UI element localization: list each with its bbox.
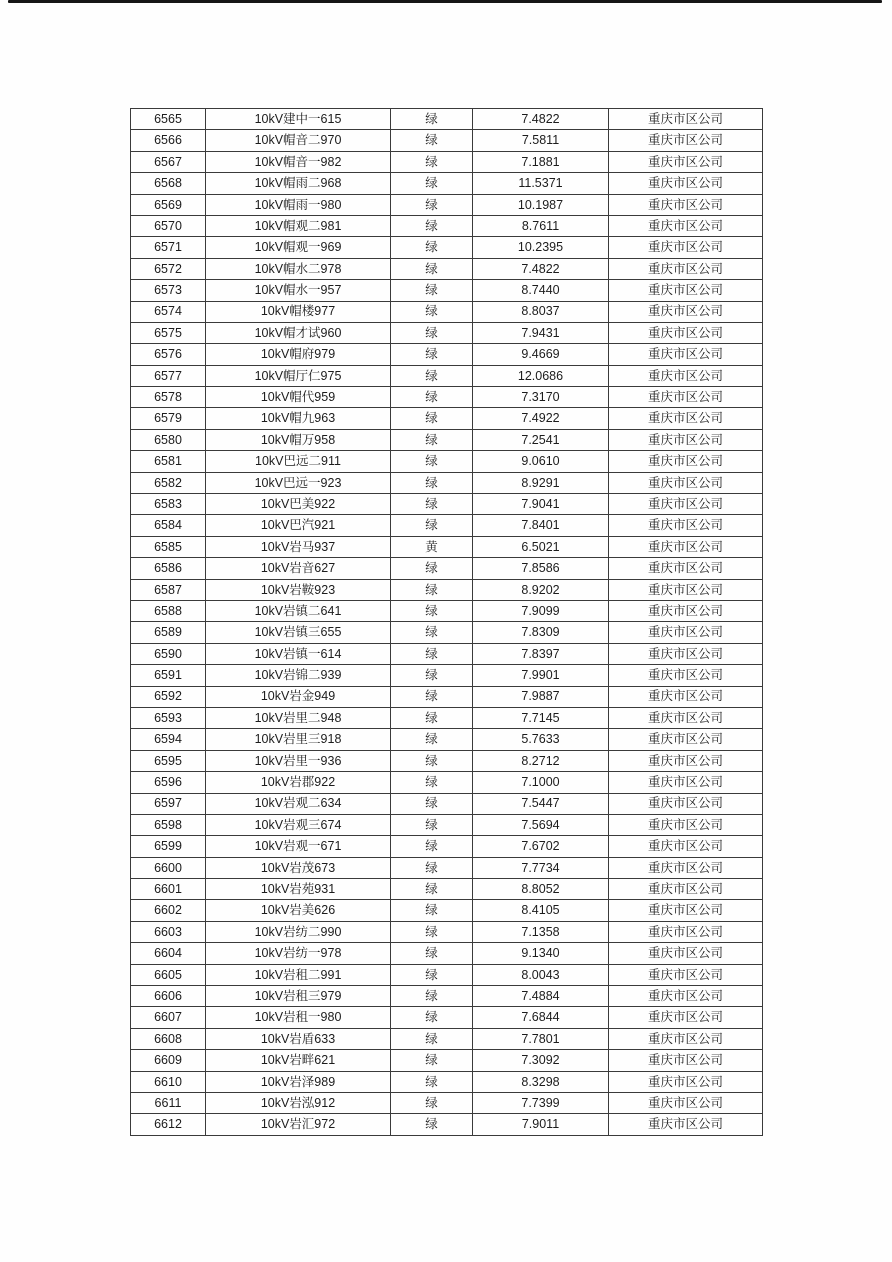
cell-value: 8.9202 xyxy=(473,579,609,600)
cell-status: 绿 xyxy=(391,387,473,408)
cell-value: 8.4105 xyxy=(473,900,609,921)
cell-serial: 6582 xyxy=(131,472,206,493)
cell-company: 重庆市区公司 xyxy=(609,750,763,771)
cell-company: 重庆市区公司 xyxy=(609,1050,763,1071)
cell-feeder-name: 10kV岩里二948 xyxy=(206,707,391,728)
cell-value: 7.1000 xyxy=(473,772,609,793)
cell-serial: 6607 xyxy=(131,1007,206,1028)
table-row xyxy=(131,1028,763,1049)
cell-serial: 6606 xyxy=(131,986,206,1007)
cell-feeder-name: 10kV帽才试960 xyxy=(206,322,391,343)
cell-company: 重庆市区公司 xyxy=(609,900,763,921)
cell-value: 7.5694 xyxy=(473,814,609,835)
cell-company: 重庆市区公司 xyxy=(609,194,763,215)
cell-feeder-name: 10kV岩镇二641 xyxy=(206,600,391,621)
cell-company: 重庆市区公司 xyxy=(609,1114,763,1135)
cell-value: 7.5447 xyxy=(473,793,609,814)
table-row xyxy=(131,515,763,536)
table-row xyxy=(131,665,763,686)
cell-serial: 6567 xyxy=(131,151,206,172)
cell-serial: 6572 xyxy=(131,258,206,279)
table-row xyxy=(131,237,763,258)
cell-feeder-name: 10kV巴汽921 xyxy=(206,515,391,536)
table-row xyxy=(131,472,763,493)
cell-company: 重庆市区公司 xyxy=(609,515,763,536)
cell-value: 10.2395 xyxy=(473,237,609,258)
cell-serial: 6588 xyxy=(131,600,206,621)
table-row xyxy=(131,344,763,365)
table-row xyxy=(131,215,763,236)
table-row xyxy=(131,151,763,172)
table-row xyxy=(131,964,763,985)
cell-status: 绿 xyxy=(391,729,473,750)
cell-status: 绿 xyxy=(391,964,473,985)
cell-value: 12.0686 xyxy=(473,365,609,386)
cell-value: 7.4884 xyxy=(473,986,609,1007)
table-row xyxy=(131,1071,763,1092)
cell-value: 7.9041 xyxy=(473,494,609,515)
table-row xyxy=(131,558,763,579)
cell-value: 8.7611 xyxy=(473,215,609,236)
cell-company: 重庆市区公司 xyxy=(609,451,763,472)
cell-serial: 6571 xyxy=(131,237,206,258)
cell-company: 重庆市区公司 xyxy=(609,151,763,172)
cell-value: 7.4822 xyxy=(473,258,609,279)
table-row xyxy=(131,836,763,857)
cell-company: 重庆市区公司 xyxy=(609,579,763,600)
cell-company: 重庆市区公司 xyxy=(609,943,763,964)
cell-value: 8.2712 xyxy=(473,750,609,771)
cell-value: 7.8586 xyxy=(473,558,609,579)
cell-serial: 6605 xyxy=(131,964,206,985)
cell-value: 7.6844 xyxy=(473,1007,609,1028)
cell-feeder-name: 10kV建中一615 xyxy=(206,109,391,130)
cell-status: 绿 xyxy=(391,451,473,472)
cell-value: 7.7734 xyxy=(473,857,609,878)
cell-feeder-name: 10kV帽楼977 xyxy=(206,301,391,322)
cell-feeder-name: 10kV岩锦二939 xyxy=(206,665,391,686)
cell-value: 7.2541 xyxy=(473,429,609,450)
cell-serial: 6587 xyxy=(131,579,206,600)
cell-serial: 6589 xyxy=(131,622,206,643)
cell-value: 7.4822 xyxy=(473,109,609,130)
feeder-status-table xyxy=(130,108,763,1136)
cell-serial: 6569 xyxy=(131,194,206,215)
cell-company: 重庆市区公司 xyxy=(609,258,763,279)
cell-serial: 6596 xyxy=(131,772,206,793)
table-row xyxy=(131,322,763,343)
cell-status: 绿 xyxy=(391,215,473,236)
cell-serial: 6610 xyxy=(131,1071,206,1092)
cell-company: 重庆市区公司 xyxy=(609,109,763,130)
cell-company: 重庆市区公司 xyxy=(609,643,763,664)
cell-company: 重庆市区公司 xyxy=(609,215,763,236)
cell-company: 重庆市区公司 xyxy=(609,772,763,793)
cell-serial: 6578 xyxy=(131,387,206,408)
cell-feeder-name: 10kV岩泽989 xyxy=(206,1071,391,1092)
table-row xyxy=(131,986,763,1007)
cell-feeder-name: 10kV帽音一982 xyxy=(206,151,391,172)
cell-status: 绿 xyxy=(391,643,473,664)
cell-company: 重庆市区公司 xyxy=(609,472,763,493)
table-row xyxy=(131,408,763,429)
cell-serial: 6583 xyxy=(131,494,206,515)
cell-company: 重庆市区公司 xyxy=(609,558,763,579)
table-row xyxy=(131,900,763,921)
cell-value: 11.5371 xyxy=(473,173,609,194)
cell-company: 重庆市区公司 xyxy=(609,429,763,450)
table-row xyxy=(131,921,763,942)
cell-value: 7.5811 xyxy=(473,130,609,151)
cell-value: 7.4922 xyxy=(473,408,609,429)
cell-status: 绿 xyxy=(391,130,473,151)
table-row xyxy=(131,258,763,279)
cell-status: 绿 xyxy=(391,194,473,215)
cell-feeder-name: 10kV岩茂673 xyxy=(206,857,391,878)
table-row xyxy=(131,536,763,557)
scan-artifact-line xyxy=(8,0,882,3)
cell-feeder-name: 10kV岩马937 xyxy=(206,536,391,557)
cell-feeder-name: 10kV岩郡922 xyxy=(206,772,391,793)
cell-status: 绿 xyxy=(391,900,473,921)
table-row xyxy=(131,729,763,750)
cell-status: 绿 xyxy=(391,986,473,1007)
cell-serial: 6568 xyxy=(131,173,206,194)
cell-feeder-name: 10kV帽府979 xyxy=(206,344,391,365)
table-row xyxy=(131,579,763,600)
cell-feeder-name: 10kV帽观二981 xyxy=(206,215,391,236)
cell-feeder-name: 10kV帽厅仁975 xyxy=(206,365,391,386)
cell-company: 重庆市区公司 xyxy=(609,408,763,429)
cell-feeder-name: 10kV岩里三918 xyxy=(206,729,391,750)
table-row xyxy=(131,857,763,878)
cell-value: 8.8037 xyxy=(473,301,609,322)
cell-feeder-name: 10kV岩观三674 xyxy=(206,814,391,835)
cell-feeder-name: 10kV帽水一957 xyxy=(206,280,391,301)
cell-status: 绿 xyxy=(391,322,473,343)
cell-company: 重庆市区公司 xyxy=(609,1092,763,1113)
cell-feeder-name: 10kV岩观二634 xyxy=(206,793,391,814)
cell-status: 绿 xyxy=(391,622,473,643)
cell-value: 7.9887 xyxy=(473,686,609,707)
table-row xyxy=(131,1050,763,1071)
cell-status: 绿 xyxy=(391,301,473,322)
cell-serial: 6591 xyxy=(131,665,206,686)
cell-feeder-name: 10kV岩租一980 xyxy=(206,1007,391,1028)
cell-value: 7.9011 xyxy=(473,1114,609,1135)
cell-company: 重庆市区公司 xyxy=(609,130,763,151)
cell-feeder-name: 10kV岩租三979 xyxy=(206,986,391,1007)
cell-value: 7.9431 xyxy=(473,322,609,343)
cell-status: 绿 xyxy=(391,344,473,365)
cell-status: 黄 xyxy=(391,536,473,557)
cell-serial: 6575 xyxy=(131,322,206,343)
cell-serial: 6579 xyxy=(131,408,206,429)
cell-serial: 6570 xyxy=(131,215,206,236)
cell-company: 重庆市区公司 xyxy=(609,1007,763,1028)
cell-value: 9.4669 xyxy=(473,344,609,365)
table-row xyxy=(131,109,763,130)
cell-company: 重庆市区公司 xyxy=(609,793,763,814)
cell-company: 重庆市区公司 xyxy=(609,986,763,1007)
cell-status: 绿 xyxy=(391,1007,473,1028)
cell-value: 7.3092 xyxy=(473,1050,609,1071)
cell-company: 重庆市区公司 xyxy=(609,707,763,728)
cell-company: 重庆市区公司 xyxy=(609,494,763,515)
cell-value: 7.8309 xyxy=(473,622,609,643)
cell-status: 绿 xyxy=(391,943,473,964)
cell-serial: 6585 xyxy=(131,536,206,557)
cell-company: 重庆市区公司 xyxy=(609,686,763,707)
cell-status: 绿 xyxy=(391,772,473,793)
table-row xyxy=(131,130,763,151)
cell-status: 绿 xyxy=(391,665,473,686)
cell-feeder-name: 10kV巴美922 xyxy=(206,494,391,515)
cell-status: 绿 xyxy=(391,579,473,600)
cell-value: 7.8397 xyxy=(473,643,609,664)
cell-value: 8.7440 xyxy=(473,280,609,301)
cell-serial: 6594 xyxy=(131,729,206,750)
cell-value: 5.7633 xyxy=(473,729,609,750)
cell-value: 9.0610 xyxy=(473,451,609,472)
cell-serial: 6581 xyxy=(131,451,206,472)
cell-status: 绿 xyxy=(391,600,473,621)
cell-value: 10.1987 xyxy=(473,194,609,215)
cell-status: 绿 xyxy=(391,515,473,536)
cell-company: 重庆市区公司 xyxy=(609,365,763,386)
table-row xyxy=(131,600,763,621)
cell-serial: 6600 xyxy=(131,857,206,878)
cell-status: 绿 xyxy=(391,686,473,707)
cell-feeder-name: 10kV巴远二911 xyxy=(206,451,391,472)
cell-feeder-name: 10kV岩纺一978 xyxy=(206,943,391,964)
cell-serial: 6592 xyxy=(131,686,206,707)
cell-serial: 6573 xyxy=(131,280,206,301)
table-row xyxy=(131,301,763,322)
cell-status: 绿 xyxy=(391,365,473,386)
cell-status: 绿 xyxy=(391,237,473,258)
table-row xyxy=(131,494,763,515)
table-row xyxy=(131,1092,763,1113)
cell-company: 重庆市区公司 xyxy=(609,1071,763,1092)
cell-company: 重庆市区公司 xyxy=(609,964,763,985)
cell-company: 重庆市区公司 xyxy=(609,322,763,343)
cell-feeder-name: 10kV帽雨一980 xyxy=(206,194,391,215)
cell-status: 绿 xyxy=(391,1071,473,1092)
cell-serial: 6590 xyxy=(131,643,206,664)
cell-serial: 6566 xyxy=(131,130,206,151)
table-row xyxy=(131,622,763,643)
table-row xyxy=(131,1007,763,1028)
cell-value: 9.1340 xyxy=(473,943,609,964)
table-row xyxy=(131,814,763,835)
cell-serial: 6609 xyxy=(131,1050,206,1071)
table-row xyxy=(131,686,763,707)
cell-company: 重庆市区公司 xyxy=(609,173,763,194)
cell-value: 8.3298 xyxy=(473,1071,609,1092)
cell-company: 重庆市区公司 xyxy=(609,600,763,621)
cell-feeder-name: 10kV帽雨二968 xyxy=(206,173,391,194)
cell-feeder-name: 10kV岩金949 xyxy=(206,686,391,707)
cell-status: 绿 xyxy=(391,707,473,728)
cell-serial: 6595 xyxy=(131,750,206,771)
cell-serial: 6584 xyxy=(131,515,206,536)
cell-serial: 6602 xyxy=(131,900,206,921)
cell-serial: 6597 xyxy=(131,793,206,814)
cell-feeder-name: 10kV岩纺二990 xyxy=(206,921,391,942)
cell-status: 绿 xyxy=(391,857,473,878)
cell-status: 绿 xyxy=(391,472,473,493)
cell-company: 重庆市区公司 xyxy=(609,344,763,365)
cell-status: 绿 xyxy=(391,408,473,429)
table-row xyxy=(131,429,763,450)
cell-feeder-name: 10kV岩畔621 xyxy=(206,1050,391,1071)
cell-feeder-name: 10kV巴远一923 xyxy=(206,472,391,493)
cell-company: 重庆市区公司 xyxy=(609,814,763,835)
cell-status: 绿 xyxy=(391,1114,473,1135)
cell-feeder-name: 10kV岩苑931 xyxy=(206,879,391,900)
cell-value: 7.7145 xyxy=(473,707,609,728)
cell-serial: 6576 xyxy=(131,344,206,365)
table-row xyxy=(131,194,763,215)
cell-status: 绿 xyxy=(391,429,473,450)
cell-value: 7.6702 xyxy=(473,836,609,857)
cell-value: 7.7399 xyxy=(473,1092,609,1113)
cell-status: 绿 xyxy=(391,558,473,579)
cell-serial: 6577 xyxy=(131,365,206,386)
cell-value: 8.9291 xyxy=(473,472,609,493)
cell-serial: 6603 xyxy=(131,921,206,942)
cell-value: 7.8401 xyxy=(473,515,609,536)
cell-feeder-name: 10kV帽九963 xyxy=(206,408,391,429)
table-row xyxy=(131,750,763,771)
table-row xyxy=(131,173,763,194)
cell-serial: 6601 xyxy=(131,879,206,900)
cell-serial: 6612 xyxy=(131,1114,206,1135)
cell-feeder-name: 10kV岩鞍923 xyxy=(206,579,391,600)
cell-serial: 6593 xyxy=(131,707,206,728)
cell-status: 绿 xyxy=(391,280,473,301)
cell-feeder-name: 10kV岩里一936 xyxy=(206,750,391,771)
table-row xyxy=(131,879,763,900)
cell-serial: 6586 xyxy=(131,558,206,579)
cell-status: 绿 xyxy=(391,793,473,814)
cell-value: 6.5021 xyxy=(473,536,609,557)
cell-feeder-name: 10kV岩镇三655 xyxy=(206,622,391,643)
cell-value: 7.1881 xyxy=(473,151,609,172)
cell-status: 绿 xyxy=(391,836,473,857)
cell-value: 8.0043 xyxy=(473,964,609,985)
table-row xyxy=(131,772,763,793)
table-row xyxy=(131,1114,763,1135)
cell-status: 绿 xyxy=(391,921,473,942)
cell-status: 绿 xyxy=(391,1028,473,1049)
cell-serial: 6608 xyxy=(131,1028,206,1049)
cell-status: 绿 xyxy=(391,1092,473,1113)
cell-value: 7.9901 xyxy=(473,665,609,686)
table-row xyxy=(131,451,763,472)
table-row xyxy=(131,643,763,664)
cell-feeder-name: 10kV帽代959 xyxy=(206,387,391,408)
cell-status: 绿 xyxy=(391,151,473,172)
table-body xyxy=(131,109,763,1136)
cell-serial: 6611 xyxy=(131,1092,206,1113)
cell-feeder-name: 10kV帽水二978 xyxy=(206,258,391,279)
cell-serial: 6599 xyxy=(131,836,206,857)
cell-value: 7.9099 xyxy=(473,600,609,621)
table-row xyxy=(131,707,763,728)
cell-serial: 6580 xyxy=(131,429,206,450)
cell-status: 绿 xyxy=(391,814,473,835)
table-row xyxy=(131,793,763,814)
cell-company: 重庆市区公司 xyxy=(609,280,763,301)
cell-serial: 6604 xyxy=(131,943,206,964)
cell-status: 绿 xyxy=(391,109,473,130)
cell-status: 绿 xyxy=(391,750,473,771)
table-row xyxy=(131,365,763,386)
cell-feeder-name: 10kV帽万958 xyxy=(206,429,391,450)
table-row xyxy=(131,943,763,964)
cell-value: 7.7801 xyxy=(473,1028,609,1049)
cell-status: 绿 xyxy=(391,1050,473,1071)
cell-feeder-name: 10kV帽观一969 xyxy=(206,237,391,258)
cell-company: 重庆市区公司 xyxy=(609,857,763,878)
cell-company: 重庆市区公司 xyxy=(609,921,763,942)
cell-company: 重庆市区公司 xyxy=(609,879,763,900)
cell-feeder-name: 10kV岩美626 xyxy=(206,900,391,921)
cell-status: 绿 xyxy=(391,879,473,900)
cell-feeder-name: 10kV岩汇972 xyxy=(206,1114,391,1135)
cell-value: 8.8052 xyxy=(473,879,609,900)
cell-company: 重庆市区公司 xyxy=(609,665,763,686)
cell-feeder-name: 10kV岩音627 xyxy=(206,558,391,579)
cell-company: 重庆市区公司 xyxy=(609,387,763,408)
cell-company: 重庆市区公司 xyxy=(609,301,763,322)
cell-value: 7.1358 xyxy=(473,921,609,942)
table-row xyxy=(131,387,763,408)
cell-status: 绿 xyxy=(391,258,473,279)
cell-feeder-name: 10kV岩租二991 xyxy=(206,964,391,985)
cell-serial: 6598 xyxy=(131,814,206,835)
cell-company: 重庆市区公司 xyxy=(609,836,763,857)
cell-status: 绿 xyxy=(391,173,473,194)
cell-company: 重庆市区公司 xyxy=(609,536,763,557)
cell-value: 7.3170 xyxy=(473,387,609,408)
cell-serial: 6574 xyxy=(131,301,206,322)
cell-status: 绿 xyxy=(391,494,473,515)
cell-serial: 6565 xyxy=(131,109,206,130)
cell-feeder-name: 10kV帽音二970 xyxy=(206,130,391,151)
cell-feeder-name: 10kV岩镇一614 xyxy=(206,643,391,664)
cell-feeder-name: 10kV岩观一671 xyxy=(206,836,391,857)
cell-company: 重庆市区公司 xyxy=(609,237,763,258)
cell-company: 重庆市区公司 xyxy=(609,622,763,643)
cell-company: 重庆市区公司 xyxy=(609,1028,763,1049)
cell-feeder-name: 10kV岩盾633 xyxy=(206,1028,391,1049)
table-row xyxy=(131,280,763,301)
cell-feeder-name: 10kV岩泓912 xyxy=(206,1092,391,1113)
cell-company: 重庆市区公司 xyxy=(609,729,763,750)
